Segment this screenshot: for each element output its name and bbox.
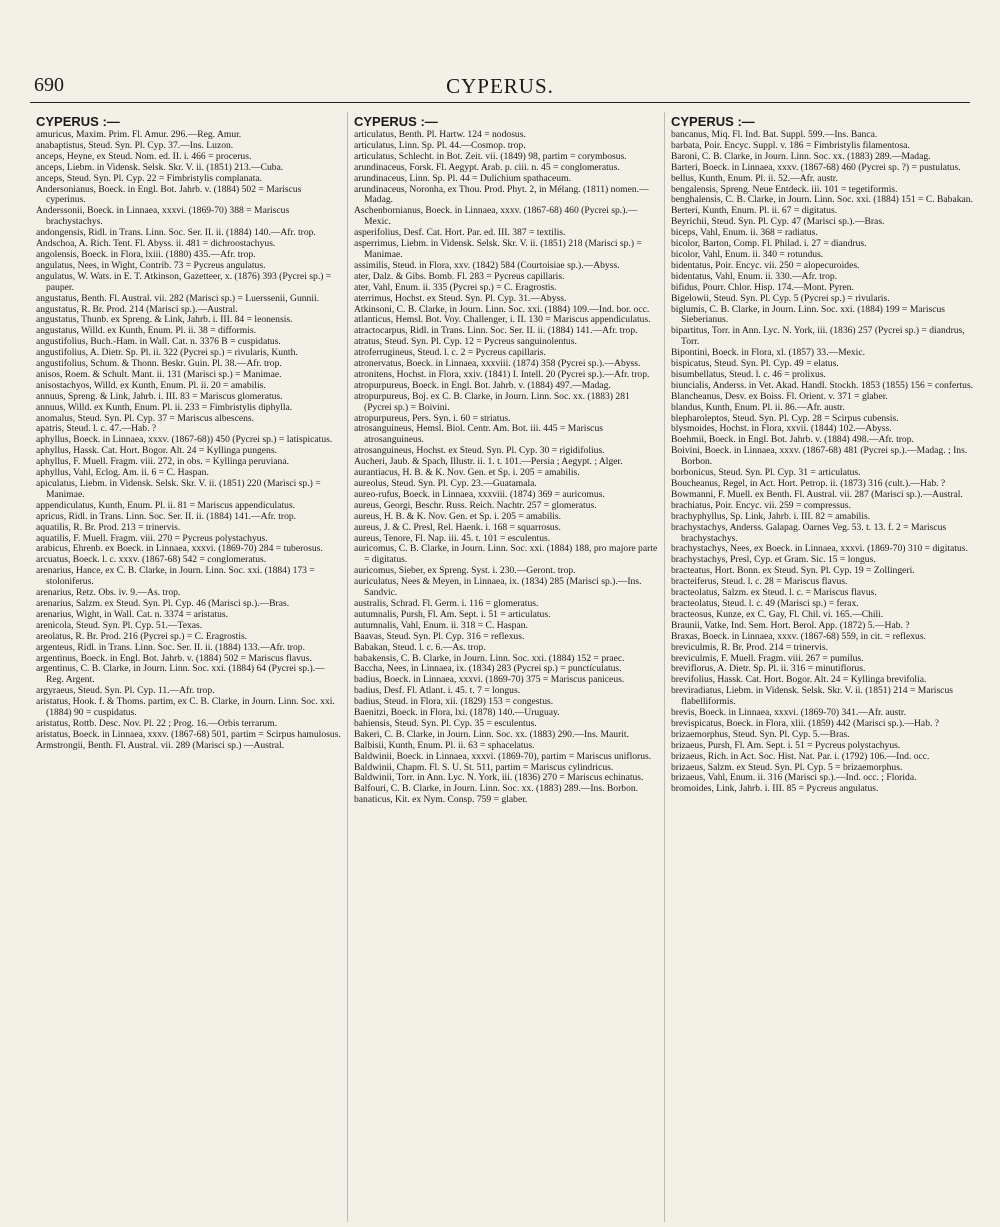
dictionary-entry: Balfouri, C. B. Clarke, in Journ. Linn. Soc. xx. (1883) 289.—Ins. Borbon.: [354, 783, 639, 795]
dictionary-entry: bancanus, Miq. Fl. Ind. Bat. Suppl. 599.—Ins. Banca.: [671, 129, 878, 140]
dictionary-entry: aristatus, Rottb. Desc. Nov. Pl. 22 ; Prog. 16.—Orbis terrarum.: [36, 717, 278, 729]
dictionary-entry: brevispicatus, Boeck. in Flora, xlii. (1859) 442 (Marisci sp.).—Hab. ?: [671, 717, 940, 729]
dictionary-entry: biglumis, C. B. Clarke, in Journ. Linn. Soc. xxi. (1884) 199 = Mariscus Sieberianus.: [671, 303, 946, 326]
dictionary-entry: Bakeri, C. B. Clarke, in Journ. Linn. Soc. xx. (1883) 290.—Ins. Maurit.: [354, 728, 629, 740]
dictionary-entry: auricomus, C. B. Clarke, in Journ. Linn. Soc. xxi. (1884) 188, pro majore parte = digitatus.: [354, 543, 658, 566]
dictionary-entry: Berteri, Kunth, Enum. Pl. ii. 67 = digitatus.: [671, 205, 838, 217]
dictionary-entry: atratus, Steud. Syn. Pl. Cyp. 12 = Pycreus sanguinolentus.: [354, 336, 577, 348]
dictionary-entry: Boivini, Boeck. in Linnaea, xxxv. (1867-68) 481 (Pycrei sp.).—Madag. ; Ins. Borbon.: [671, 445, 968, 468]
dictionary-entry: apatris, Steud. l. c. 47.—Hab. ?: [36, 423, 157, 435]
dictionary-entry: asperrimus, Liebm. in Vidensk. Selsk. Skr. V. ii. (1851) 218 (Marisci sp.) = Manimae.: [354, 238, 642, 260]
dictionary-entry: atropurpureus, Boj. ex C. B. Clarke, in Journ. Linn. Soc. xx. (1883) 281 (Pycrei sp.) = Boivini.: [354, 390, 630, 413]
dictionary-entry: angolensis, Boeck. in Flora, lxiii. (1880) 435.—Afr. trop.: [36, 248, 256, 260]
dictionary-entry: angustatus, Benth. Fl. Austral. vii. 282 (Marisci sp.) = Luerssenii, Gunnii.: [36, 292, 320, 304]
dictionary-entry: bengalensis, Spreng. Neue Entdeck. iii. 101 = tegetiformis.: [671, 183, 898, 195]
dictionary-entry: bidentatus, Vahl, Enum. ii. 330.—Afr. trop.: [671, 270, 838, 282]
column-2: [347, 112, 664, 1222]
dictionary-entry: Andersonianus, Boeck. in Engl. Bot. Jahrb. v. (1884) 502 = Mariscus cyperinus.: [36, 183, 302, 206]
dictionary-entry: brizaeus, Vahl, Enum. ii. 316 (Marisci sp.).—Ind. occ. ; Florida.: [671, 772, 917, 784]
dictionary-entry: Baenitzi, Boeck. in Flora, lxi. (1878) 140.—Uruguay.: [354, 707, 560, 719]
dictionary-entry: argenteus, Ridl. in Trans. Linn. Soc. Ser. II. ii. (1884) 133.—Afr. trop.: [36, 641, 305, 653]
dictionary-entry: atronitens, Hochst. in Flora, xxiv. (1841) I. Intell. 20 (Pycrei sp.).—Afr. trop.: [354, 368, 650, 380]
dictionary-entry: brachystachys, Nees, ex Boeck. in Linnaea, xxxvi. (1869-70) 310 = digitatus.: [671, 543, 968, 555]
dictionary-entry: atractocarpus, Ridl. in Trans. Linn. Soc. Ser. II. ii. (1884) 141.—Afr. trop.: [354, 325, 638, 337]
column-3: [664, 112, 981, 1222]
dictionary-entry: aristatus, Hook. f. & Thoms. partim, ex C. B. Clarke, in Journ. Linn. Soc. xxi. (1884) 90 = cuspidatus.: [36, 696, 335, 719]
dictionary-entry: argentinus, Boeck. in Engl. Bot. Jahrb. v. (1884) 502 = Mariscus flavus.: [36, 652, 312, 664]
dictionary-entry: benghalensis, C. B. Clarke, in Journ. Linn. Soc. xxi. (1884) 151 = C. Babakan.: [671, 194, 973, 206]
dictionary-entry: aphyllus, F. Muell. Fragm. viii. 272, in obs. = Kyllinga peruviana.: [36, 456, 289, 468]
dictionary-entry: apricus, Ridl. in Trans. Linn. Soc. Ser. II. ii. (1884) 141.—Afr. trop.: [36, 510, 297, 522]
dictionary-entry: Boucheanus, Regel, in Act. Hort. Petrop. ii. (1873) 316 (cult.).—Hab. ?: [671, 478, 946, 489]
dictionary-entry: areolatus, R. Br. Prod. 216 (Pycrei sp.) = C. Eragrostis.: [36, 630, 248, 642]
dictionary-entry: atrosanguineus, Hochst. ex Steud. Syn. Pl. Cyp. 30 = rigidifolius.: [354, 445, 605, 457]
dictionary-entry: angustatus, R. Br. Prod. 214 (Marisci sp.).—Austral.: [36, 303, 238, 315]
dictionary-entry: bracteolatus, Salzm. ex Steud. l. c. = Mariscus flavus.: [671, 587, 877, 599]
dictionary-entry: articulatus, Benth. Pl. Hartw. 124 = nodosus.: [354, 129, 526, 140]
dictionary-entry: angustatus, Willd. ex Kunth, Enum. Pl. ii. 38 = difformis.: [36, 325, 256, 337]
dictionary-entry: assimilis, Steud. in Flora, xxv. (1842) 584 (Courtoisiae sp.).—Abyss.: [354, 259, 620, 271]
dictionary-entry: ater, Vahl, Enum. ii. 335 (Pycrei sp.) = C. Eragrostis.: [354, 281, 557, 293]
column-heading: CYPERUS :—: [354, 114, 438, 129]
dictionary-entry: badius, Desf. Fl. Atlant. i. 45. t. 7 = longus.: [354, 685, 521, 697]
dictionary-entry: Boehmii, Boeck. in Engl. Bot. Jahrb. v. (1884) 498.—Afr. trop.: [671, 434, 914, 446]
dictionary-entry: ater, Dalz. & Gibs. Bomb. Fl. 283 = Pycreus capillaris.: [354, 270, 565, 282]
dictionary-entry: Baavas, Steud. Syn. Pl. Cyp. 316 = reflexus.: [354, 630, 525, 642]
dictionary-entry: bifidus, Pourr. Chlor. Hisp. 174.—Mont. Pyren.: [671, 281, 854, 293]
dictionary-entry: auriculatus, Nees & Meyen, in Linnaea, ix. (1834) 285 (Marisci sp.).—Ins. Sandvic.: [354, 576, 642, 599]
dictionary-entry: bellus, Kunth, Enum. Pl. ii. 52.—Afr. austr.: [671, 172, 838, 184]
dictionary-entry: aureus, H. B. & K. Nov. Gen. et Sp. i. 205 = amabilis.: [354, 510, 562, 522]
page-header: [30, 68, 970, 103]
dictionary-entry: Bigelowii, Steud. Syn. Pl. Cyp. 5 (Pycrei sp.) = rivularis.: [671, 292, 890, 304]
dictionary-entry: banaticus, Kit. ex Nym. Consp. 759 = glaber.: [354, 794, 528, 806]
dictionary-entry: blandus, Kunth, Enum. Pl. ii. 86.—Afr. austr.: [671, 401, 845, 413]
dictionary-entry: articulatus, Schlecht. in Bot. Zeit. vii. (1849) 98, partim = corymbosus.: [354, 150, 627, 162]
dictionary-entry: Atkinsoni, C. B. Clarke, in Journ. Linn. Soc. xxi. (1884) 109.—Ind. bor. occ.: [354, 303, 650, 315]
dictionary-entry: arcuatus, Boeck. l. c. xxxv. (1867-68) 542 = conglomeratus.: [36, 554, 267, 566]
dictionary-entry: blepharoleptos, Steud. Syn. Pl. Cyp. 28 = Scirpus cubensis.: [671, 412, 899, 424]
dictionary-entry: biceps, Vahl, Enum. ii. 368 = radiatus.: [671, 227, 818, 239]
dictionary-entry: arenarius, Hance, ex C. B. Clarke, in Journ. Linn. Soc. xxi. (1884) 173 = stoloniferus.: [36, 565, 315, 588]
dictionary-entry: aterrimus, Hochst. ex Steud. Syn. Pl. Cyp. 31.—Abyss.: [354, 292, 567, 304]
dictionary-entry: brachyphyllus, Sp. Link, Jahrb. i. III. 82 = amabilis.: [671, 510, 871, 522]
dictionary-entry: aureo-rufus, Boeck. in Linnaea, xxxviii. (1874) 369 = auricomus.: [354, 488, 605, 500]
dictionary-entry: brachystachys, Presl, Cyp. et Gram. Sic. 15 = longus.: [671, 554, 876, 566]
dictionary-entry: andongensis, Ridl. in Trans. Linn. Soc. Ser. II. ii. (1884) 140.—Afr. trop.: [36, 227, 316, 239]
dictionary-entry: apiculatus, Liebm. in Vidensk. Selsk. Skr. V. ii. (1851) 220 (Marisci sp.) = Manimae.: [36, 478, 321, 500]
dictionary-entry: Beyrichii, Steud. Syn. Pl. Cyp. 47 (Marisci sp.).—Bras.: [671, 216, 885, 228]
dictionary-entry: anisostachyos, Willd. ex Kunth, Enum. Pl. ii. 20 = amabilis.: [36, 379, 266, 391]
dictionary-entry: Blancheanus, Desv. ex Boiss. Fl. Orient. v. 371 = glaber.: [671, 390, 888, 402]
dictionary-entry: australis, Schrad. Fl. Germ. i. 116 = glomeratus.: [354, 597, 539, 609]
dictionary-entry: breviflorus, A. Dietr. Sp. Pl. ii. 316 = minutiflorus.: [671, 663, 866, 675]
running-head: CYPERUS.: [446, 74, 554, 98]
dictionary-entry: bromoides, Link, Jahrb. i. III. 85 = Pycreus angulatus.: [671, 783, 879, 795]
entry-list: [354, 130, 658, 806]
dictionary-entry: atronervatus, Boeck. in Linnaea, xxxviii. (1874) 358 (Pycrei sp.).—Abyss.: [354, 358, 641, 370]
dictionary-entry: badius, Steud. in Flora, xii. (1829) 153 = congestus.: [354, 696, 554, 708]
dictionary-entry: anceps, Liebm. in Vidensk. Selsk. Skr. V. ii. (1851) 213.—Cuba.: [36, 161, 284, 173]
dictionary-entry: Braxas, Boeck. in Linnaea, xxxv. (1867-68) 559, in cit. = reflexus.: [671, 630, 926, 642]
dictionary-entry: arundinaceus, Linn. Sp. Pl. 44 = Dulichium spathaceum.: [354, 172, 571, 184]
dictionary-entry: aurantiacus, H. B. & K. Nov. Gen. et Sp. i. 205 = amabilis.: [354, 467, 580, 479]
dictionary-entry: Aschenbornianus, Boeck. in Linnaea, xxxv. (1867-68) 460 (Pycrei sp.).—Mexic.: [354, 205, 638, 228]
dictionary-entry: aureus, J. & C. Presl, Rel. Haenk. i. 168 = squarrosus.: [354, 521, 561, 533]
dictionary-entry: angustatus, Thunb. ex Spreng. & Link, Jahrb. i. III. 84 = leonensis.: [36, 314, 293, 326]
dictionary-entry: articulatus, Linn. Sp. Pl. 44.—Cosmop. trop.: [354, 139, 526, 151]
dictionary-entry: bispicatus, Steud. Syn. Pl. Cyp. 49 = elatus.: [671, 358, 839, 370]
dictionary-entry: arenarius, Retz. Obs. iv. 9.—As. trop.: [36, 587, 181, 599]
column-1: [30, 112, 347, 1222]
dictionary-entry: appendiculatus, Kunth, Enum. Pl. ii. 81 = Mariscus appendiculatus.: [36, 499, 296, 511]
dictionary-entry: Balbisii, Kunth, Enum. Pl. ii. 63 = sphacelatus.: [354, 739, 535, 751]
page-number: 690: [34, 74, 64, 96]
dictionary-entry: bracteosus, Kunze, ex C. Gay, Fl. Chil. vi. 165.—Chili.: [671, 608, 884, 620]
dictionary-entry: atlanticus, Hemsl. Bot. Voy. Challenger, i. II. 130 = Mariscus appendiculatus.: [354, 314, 651, 326]
dictionary-entry: arundinaceus, Forsk. Fl. Aegypt. Arab. p. ciii. n. 45 = conglomeratus.: [354, 161, 620, 173]
dictionary-entry: aureus, Tenore, Fl. Nap. iii. 45. t. 101 = esculentus.: [354, 532, 551, 544]
dictionary-entry: biuncialis, Anderss. in Vet. Akad. Handl. Stockh. 1853 (1855) 156 = confertus.: [671, 379, 974, 391]
dictionary-entry: argyraeus, Steud. Syn. Pl. Cyp. 11.—Afr. trop.: [36, 685, 215, 697]
dictionary-entry: atropurpureus, Boeck. in Engl. Bot. Jahrb. v. (1884) 497.—Madag.: [354, 379, 611, 391]
dictionary-entry: Braunii, Vatke, Ind. Sem. Hort. Berol. App. (1872) 5.—Hab. ?: [671, 619, 910, 631]
columns: [30, 112, 982, 1222]
dictionary-entry: amuricus, Maxim. Prim. Fl. Amur. 296.—Reg. Amur.: [36, 129, 242, 140]
dictionary-entry: angulatus, W. Wats. in E. T. Atkinson, Gazetteer, x. (1876) 393 (Pycrei sp.) = pauper.: [36, 270, 332, 293]
dictionary-entry: Baldwinii, Torr. in Ann. Lyc. N. York, iii. (1836) 270 = Mariscus echinatus.: [354, 772, 644, 784]
dictionary-entry: autumnalis, Pursh, Fl. Am. Sept. i. 51 = articulatus.: [354, 608, 551, 620]
entry-list: [36, 130, 341, 752]
dictionary-entry: aureolus, Steud. Syn. Pl. Cyp. 23.—Guatamala.: [354, 478, 537, 489]
dictionary-entry: Babakan, Steud. l. c. 6.—As. trop.: [354, 641, 486, 653]
dictionary-entry: autumnalis, Vahl, Enum. ii. 318 = C. Haspan.: [354, 619, 528, 631]
dictionary-entry: barbata, Poir. Encyc. Suppl. v. 186 = Fimbristylis filamentosa.: [671, 139, 910, 151]
dictionary-entry: anceps, Steud. Syn. Pl. Cyp. 22 = Fimbristylis complanata.: [36, 172, 263, 184]
dictionary-entry: Baldwinii, Chapm. Fl. S. U. St. 511, partim = Mariscus cylindricus.: [354, 761, 614, 773]
dictionary-entry: bidentatus, Poir. Encyc. vii. 250 = alopecuroides.: [671, 259, 860, 271]
dictionary-entry: arabicus, Ehrenb. ex Boeck. in Linnaea, xxxvi. (1869-70) 284 = tuberosus.: [36, 543, 323, 555]
dictionary-entry: brizaeus, Salzm. ex Steud. Syn. Pl. Cyp. 5 = brizaemorphus.: [671, 761, 903, 773]
dictionary-entry: brachiatus, Poir. Encyc. vii. 259 = compressus.: [671, 499, 851, 511]
dictionary-entry: brizaemorphus, Steud. Syn. Pl. Cyp. 5.—Bras.: [671, 728, 850, 740]
dictionary-entry: Bipontini, Boeck. in Flora, xl. (1857) 33.—Mexic.: [671, 347, 865, 359]
dictionary-entry: aureus, Georgi, Beschr. Russ. Reich. Nachtr. 257 = glomeratus.: [354, 499, 597, 511]
dictionary-entry: anabaptistus, Steud. Syn. Pl. Cyp. 37.—Ins. Luzon.: [36, 139, 234, 151]
dictionary-entry: arenarius, Salzm. ex Steud. Syn. Pl. Cyp. 46 (Marisci sp.).—Bras.: [36, 597, 290, 609]
dictionary-entry: bisumbellatus, Steud. l. c. 46 = prolixus.: [671, 368, 826, 380]
dictionary-entry: angulatus, Nees, in Wight, Contrib. 73 = Pycreus angulatus.: [36, 259, 266, 271]
dictionary-entry: bipartitus, Torr. in Ann. Lyc. N. York, iii. (1836) 257 (Pycrei sp.) = diandrus, Torr.: [671, 325, 965, 348]
dictionary-entry: annuus, Spreng. & Link, Jahrb. i. III. 83 = Mariscus glomeratus.: [36, 390, 283, 402]
dictionary-entry: bracteiferus, Steud. l. c. 28 = Mariscus flavus.: [671, 576, 848, 588]
dictionary-entry: blysmoides, Hochst. in Flora, xxvii. (1844) 102.—Abyss.: [671, 423, 892, 435]
dictionary-entry: badius, Boeck. in Linnaea, xxxvi. (1869-70) 375 = Mariscus paniceus.: [354, 674, 625, 686]
dictionary-entry: anceps, Heyne, ex Steud. Nom. ed. II. i. 466 = procerus.: [36, 150, 252, 162]
column-heading: CYPERUS :—: [36, 114, 120, 129]
dictionary-entry: borbonicus, Steud. Syn. Pl. Cyp. 31 = articulatus.: [671, 467, 861, 479]
dictionary-entry: atropurpureus, Pers. Syn. i. 60 = striatus.: [354, 412, 511, 424]
dictionary-entry: auricomus, Sieber, ex Spreng. Syst. i. 230.—Geront. trop.: [354, 565, 576, 577]
dictionary-entry: brizaeus, Pursh, Fl. Am. Sept. i. 51 = Pycreus polystachyus.: [671, 739, 901, 751]
dictionary-entry: arenarius, Wight, in Wall. Cat. n. 3374 = aristatus.: [36, 608, 229, 620]
dictionary-entry: breviculmis, F. Muell. Fragm. viii. 267 = pumilus.: [671, 652, 864, 664]
dictionary-entry: atroferrugineus, Steud. l. c. 2 = Pycreus capillaris.: [354, 347, 546, 359]
dictionary-entry: atrosanguineus, Hemsl. Biol. Centr. Am. Bot. iii. 445 = Mariscus atrosanguineus.: [354, 423, 603, 446]
dictionary-entry: annuus, Willd. ex Kunth, Enum. Pl. ii. 233 = Fimbristylis diphylla.: [36, 401, 293, 413]
dictionary-entry: argentinus, C. B. Clarke, in Journ. Linn. Soc. xxi. (1884) 64 (Pycrei sp.).—Reg. Argent.: [36, 663, 325, 686]
dictionary-entry: angustifolius, A. Dietr. Sp. Pl. ii. 322 (Pycrei sp.) = rivularis, Kunth.: [36, 347, 298, 359]
dictionary-entry: anisos, Roem. & Schult. Mant. ii. 131 (Marisci sp.) = Manimae.: [36, 368, 282, 380]
dictionary-entry: Barteri, Boeck. in Linnaea, xxxv. (1867-68) 460 (Pycrei sp. ?) = pustulatus.: [671, 161, 961, 173]
dictionary-entry: angustifolius, Buch.-Ham. in Wall. Cat. n. 3376 B = cuspidatus.: [36, 336, 281, 348]
dictionary-entry: babakensis, C. B. Clarke, in Journ. Linn. Soc. xxi. (1884) 152 = praec.: [354, 652, 625, 664]
dictionary-entry: anomalus, Steud. Syn. Pl. Cyp. 37 = Mariscus albescens.: [36, 412, 255, 424]
dictionary-entry: brevifolius, Hassk. Cat. Hort. Bogor. Alt. 24 = Kyllinga brevifolia.: [671, 674, 927, 686]
dictionary-entry: bicolor, Vahl, Enum. ii. 340 = rotundus.: [671, 248, 824, 260]
dictionary-entry: bicolor, Barton, Comp. Fl. Philad. i. 27 = diandrus.: [671, 238, 867, 250]
dictionary-entry: aphyllus, Hassk. Cat. Hort. Bogor. Alt. 24 = Kyllinga pungens.: [36, 445, 277, 457]
dictionary-entry: Anderssonii, Boeck. in Linnaea, xxxvi. (1869-70) 388 = Mariscus brachystachys.: [36, 205, 290, 228]
dictionary-entry: arundinaceus, Noronha, ex Thou. Prod. Phyt. 2, in Mélang. (1811) nomen.—Madag.: [354, 183, 649, 206]
dictionary-entry: asperifolius, Desf. Cat. Hort. Par. ed. III. 387 = textilis.: [354, 227, 566, 239]
dictionary-entry: Baldwinii, Boeck. in Linnaea, xxxvi. (1869-70), partim = Mariscus uniflorus.: [354, 750, 652, 762]
dictionary-entry: brevis, Boeck. in Linnaea, xxxvi. (1869-70) 341.—Afr. austr.: [671, 707, 906, 719]
dictionary-entry: aquatilis, F. Muell. Fragm. viii. 270 = Pycreus polystachyus.: [36, 532, 268, 544]
dictionary-entry: Baroni, C. B. Clarke, in Journ. Linn. Soc. xx. (1883) 289.—Madag.: [671, 150, 931, 162]
dictionary-entry: aphyllus, Vahl, Eclog. Am. ii. 6 = C. Haspan.: [36, 467, 209, 479]
entry-list: [671, 130, 975, 795]
dictionary-entry: breviculmis, R. Br. Prod. 214 = trinervis.: [671, 641, 829, 653]
dictionary-entry: angustifolius, Schum. & Thonn. Beskr. Guin. Pl. 38.—Afr. trop.: [36, 358, 282, 370]
dictionary-entry: bahiensis, Steud. Syn. Pl. Cyp. 35 = esculentus.: [354, 717, 537, 729]
dictionary-entry: breviradiatus, Liebm. in Vidensk. Selsk. Skr. V. ii. (1851) 214 = Mariscus flabelliformis.: [671, 685, 953, 708]
dictionary-entry: bracteatus, Hort. Bonn. ex Steud. Syn. Pl. Cyp. 19 = Zollingeri.: [671, 565, 915, 577]
dictionary-entry: brachystachys, Anderss. Galapag. Oarnes Veg. 53. t. 13. f. 2 = Mariscus brachystachys.: [671, 521, 947, 544]
column-heading: CYPERUS :—: [671, 114, 755, 129]
dictionary-entry: aristatus, Boeck. in Linnaea, xxxv. (1867-68) 501, partim = Scirpus hamulosus.: [36, 728, 341, 740]
dictionary-entry: arenicola, Steud. Syn. Pl. Cyp. 51.—Texas.: [36, 619, 203, 631]
dictionary-entry: Andschoa, A. Rich. Tent. Fl. Abyss. ii. 481 = dichroostachyus.: [36, 238, 276, 250]
dictionary-entry: Armstrongii, Benth. Fl. Austral. vii. 289 (Marisci sp.) —Austral.: [36, 739, 285, 751]
dictionary-entry: Bowmanni, F. Muell. ex Benth. Fl. Austral. vii. 287 (Marisci sp.).—Austral.: [671, 488, 963, 500]
dictionary-entry: Aucheri, Jaub. & Spach, Illustr. ii. 1. t. 101.—Persia ; Aegypt. ; Alger.: [354, 456, 623, 468]
dictionary-entry: Baccha, Nees, in Linnaea, ix. (1834) 283 (Pycrei sp.) = punctículatus.: [354, 663, 622, 675]
dictionary-entry: aquatilis, R. Br. Prod. 213 = trinervis.: [36, 521, 181, 533]
dictionary-entry: bracteolatus, Steud. l. c. 49 (Marisci sp.) = ferax.: [671, 597, 859, 609]
dictionary-entry: aphyllus, Boeck. in Linnaea, xxxv. (1867-68)) 450 (Pycrei sp.) = latispicatus.: [36, 434, 333, 446]
dictionary-entry: brizaeus, Rich. in Act. Soc. Hist. Nat. Par. i. (1792) 106.—Ind. occ.: [671, 750, 930, 762]
